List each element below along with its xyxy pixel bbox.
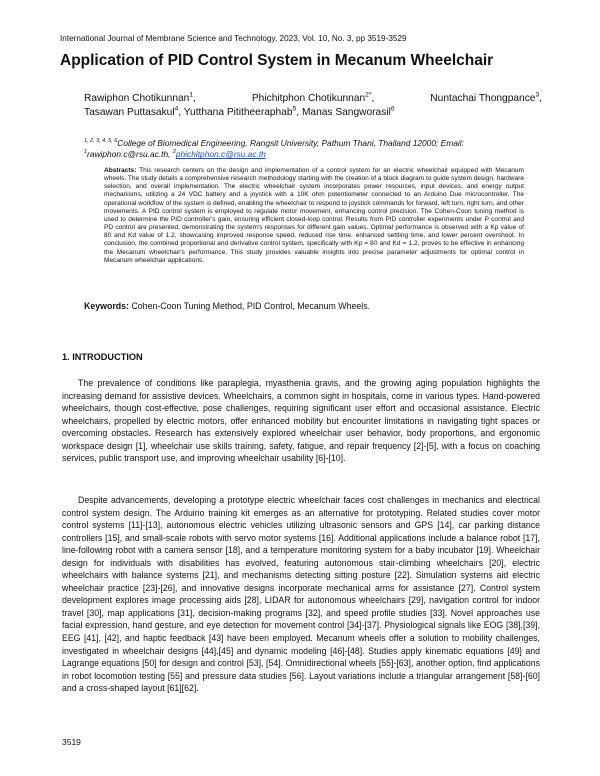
abstract-label: Abstracts: — [104, 167, 137, 174]
page-number: 3519 — [62, 737, 81, 747]
keywords — [84, 301, 542, 311]
keywords-label: Keywords: — [84, 301, 129, 311]
body-paragraph: Despite advancements, developing a prototype electric wheelchair faces cost challenges in mechanics and electrical control system design. The Arduino training kit emerges as an alternative for prototyping. Related studies cover motor control systems [11]-[13], autonomous electric vehicles utilizing ultrasonic sensors and GPS [14], car parking distance controllers [15], and small-scale robots with servo motor systems [16]. Additional applications include a balance robot [17], line-following robot with a camera sensor [18], and a temperature monitoring system for a baby incubator [19]. Wheelchair design for individuals with disabilities has evolved, featuring autonomous stair-climbing wheelchairs [20], electric wheelchairs with balance systems [21], and mechanisms detecting sitting posture [22]. Simulation systems aid electric wheelchair practice [23]-[26], and innovative designs incorporate mechanical arms for assistance [27]. Control system development explores image processing aids [28], LIDAR for autonomous wheelchairs [29], navigation control for indoor travel [30], map applications [31], decision-making programs [32], and speed profile studies [33]. Novel approaches use facial expression, hand gesture, and eye detection for movement control [34]-[37]. Physiological signals like EOG [38],[39], EEG [41], [42], and haptic feedback [43] have been employed. Mecanum wheels offer a solution to mobility challenges, investigated in wheelchair designs [44],[45] and dynamic modeling [46]-[48]. Studies apply kinematic equations [49] and Lagrange equations [50] for design and control [53], [54]. Omnidirectional wheels [55]-[63], another option, find applications in robot locomotion testing [55] and pressure data studies [56]. Layout variations include a triangular arrangement [58]-[60] and a cross-shaped layout [61][62]. — [62, 495, 540, 694]
author-name: Manas Sangworasil$^6$ — [301, 106, 395, 119]
author-name: Rawiphon Chotikunnan$^1$, — [84, 91, 196, 104]
body-paragraph: The prevalence of conditions like paraplegia, myasthenia gravis, and the growing aging population highlights the increasing demand for assistive devices. Wheelchairs, a common sight in hospitals, come in various types. Hand-powered wheelchairs, though cost-effective, pose challenges, requiring significant user effort and occasional assistance. Electric wheelchairs, propelled by electric motors, offer enhanced mobility but encounter limitations in navigating tight spaces or overcoming obstacles. Research has extensively explored wheelchair user behavior, body proportions, and ergonomic workspace design [1], wheelchair use skills training, safety, fatigue, and repair frequency [2]-[5], with a focus on coaching services, public transport use, and improving wheelchair usability [6]-[10]. — [62, 378, 540, 464]
affiliation-sups: 1, 2, 3, 4, 5, 6 — [84, 138, 118, 145]
author-name: Phichitphon Chotikunnan$^{2*}$, — [251, 91, 375, 104]
abstract — [104, 167, 524, 265]
abstract-text: This research centers on the design and implementation of a control system for an electric wheelchair equipped with Mecanum wheels. The study details a comprehensive research methodology starting with the creation of a block diagram to guide system design, hardware selection, and overall implementation. The electric wheelchair system incorporates power resources, input devices, and energy output mechanisms, utilizing a 24 VDC battery and a joystick with a 10K ohm potentiometer connected to an Arduino Due microcontroller. The operational workflow of the system is defined, enabling the wheelchair to respond to joystick commands for forward, left turn, right turn, and other movements. A PID control system is employed to regulate motor movement, enhancing control precision. The Cohen-Coon tuning method is used to determine the PID controller's gain, ensuring efficient closed-loop control. Results from PID controller experiments under P control and PD control are presented, demonstrating the system's responses for different gain values. Optimal performance is observed with a Kp value of 80 and Kd value of 1.2, showcasing improved response speed, reduced rise time, enhanced settling time, and lower percent overshoot. In conclusion, the combined proportional and derivative control system, specifically with Kp = 80 and Kd = 1.2, proves to be effective in enhancing the Mecanum wheelchair's performance. This study provides valuable insights into precise parameter adjustments for optimal control in Mecanum wheelchair applications. — [104, 167, 524, 264]
author-name: Nuntachai Thongpance$^3$, — [430, 91, 542, 104]
paper-title: Application of PID Control System in Mecanum Wheelchair — [60, 52, 494, 69]
section-heading: 1. INTRODUCTION — [62, 352, 143, 362]
affiliation: $^{1, 2, 3, 4, 5, 6}$College of Biomedical Engineering, Rangsit University, Pathum Thani, Thailand 12000; Email: $^1$rawiphon.c@rsu.ac.th, $^2$phichitphon.c@rsu.ac.th — [84, 138, 464, 160]
keywords-text: Cohen-Coon Tuning Method, PID Control, Mecanum Wheels. — [131, 301, 371, 311]
author-list — [84, 92, 542, 121]
email-1: rawiphon.c@rsu.ac.th, — [87, 149, 171, 160]
author-name: Yutthana Pititheeraphab$^5$, — [183, 106, 300, 119]
email-2-link[interactable]: phichitphon.c@rsu.ac.th — [175, 149, 266, 160]
affiliation-text: College of Biomedical Engineering, Rangsit University, Pathum Thani, Thailand 12000; Email: — [117, 138, 464, 148]
journal-header: International Journal of Membrane Science and Technology, 2023, Vol. 10, No. 3, pp 3519-3529 — [60, 34, 407, 43]
author-name: Tasawan Puttasakul$^4$, — [84, 106, 182, 119]
